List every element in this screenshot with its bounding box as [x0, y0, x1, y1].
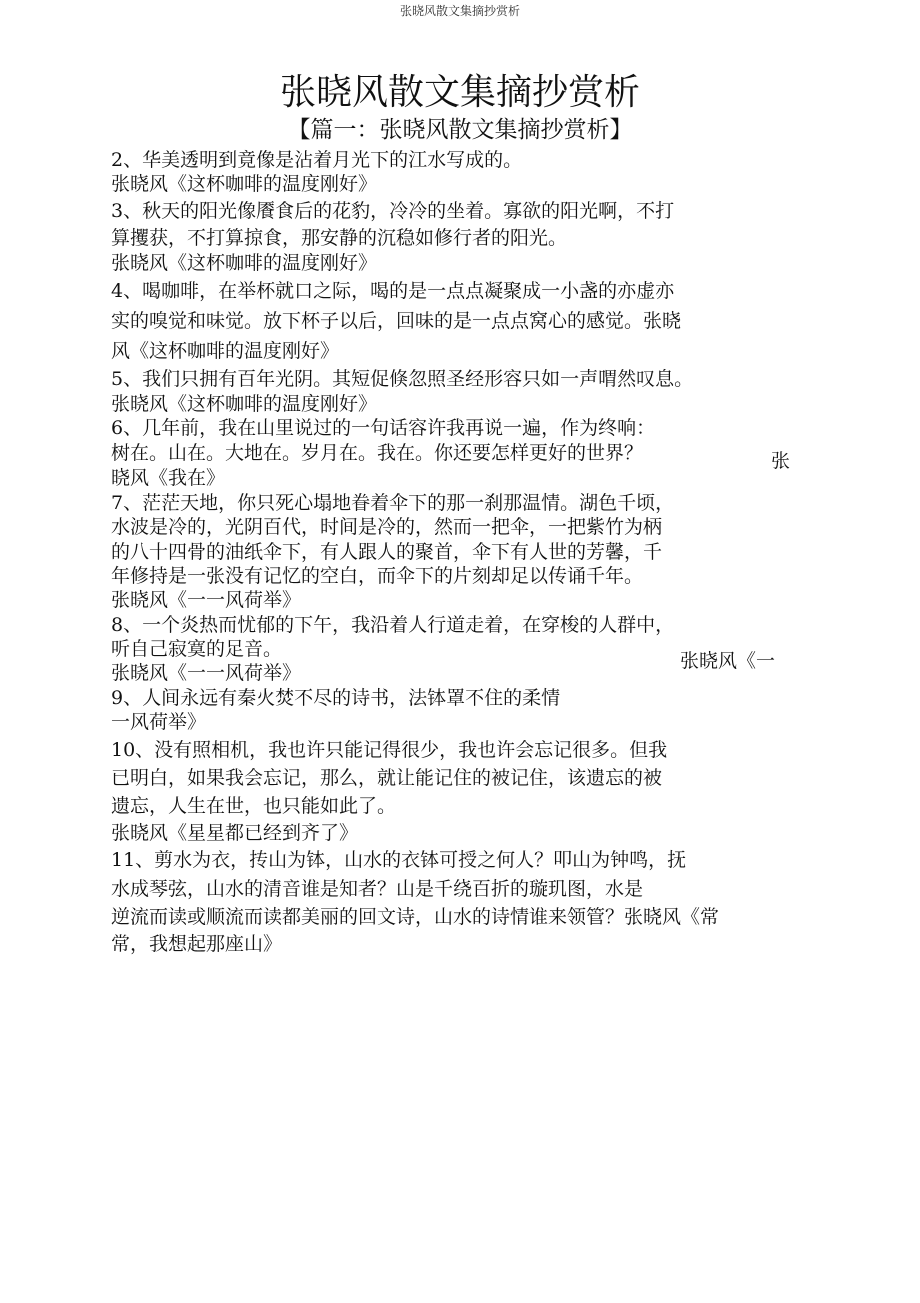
section-heading: 【篇一：张晓风散文集摘抄赏析】: [287, 117, 633, 143]
text-line: 逆流而读或顺流而读都美丽的回文诗，山水的诗情谁来领管？张晓风《常: [111, 906, 720, 928]
stray-author-fragment: 张: [771, 450, 791, 472]
text-line: 已明白，如果我会忘记，那么，就让能记住的被记住，该遗忘的被: [111, 767, 663, 789]
text-line: 8、一个炎热而忧郁的下午，我沿着人行道走着，在穿梭的人群中，: [111, 614, 675, 636]
text-line: 的八十四骨的油纸伞下，有人跟人的聚首，伞下有人世的芳馨，千: [111, 541, 663, 563]
text-line: 实的嗅觉和味觉。放下杯子以后，回味的是一点点窝心的感觉。张晓: [111, 310, 682, 332]
text-line: 听自己寂寞的足音。: [111, 638, 283, 660]
document-title: 张晓风散文集摘抄赏析: [279, 72, 640, 113]
text-line: 水波是冷的，光阴百代，时间是冷的，然而一把伞，一把紫竹为柄: [111, 516, 663, 538]
text-line: 7、茫茫天地，你只死心塌地眷着伞下的那一刹那温情。湖色千顷，: [111, 492, 675, 514]
text-line: 张晓风《一一风荷举》: [111, 589, 302, 611]
text-line: 树在。山在。大地在。岁月在。我在。你还要怎样更好的世界？: [111, 442, 644, 464]
stray-author-fragment: 张晓风《一: [680, 650, 776, 672]
text-line: 水成琴弦，山水的清音谁是知者？山是千绕百折的璇玑图，水是: [111, 878, 644, 900]
text-line: 6、几年前，我在山里说过的一句话容许我再说一遍，作为终响：: [111, 417, 656, 439]
text-line: 常，我想起那座山》: [111, 933, 283, 955]
text-line: 晓风《我在》: [111, 467, 226, 489]
text-line: 10、没有照相机，我也许只能记得很少，我也许会忘记很多。但我: [111, 739, 668, 761]
text-line: 一风荷举》: [111, 711, 207, 733]
text-line: 张晓风《这杯咖啡的温度刚好》: [111, 393, 378, 415]
text-line: 11、剪水为衣，抟山为钵，山水的衣钵可授之何人？叩山为钟鸣，抚: [111, 849, 687, 871]
text-line: 5、我们只拥有百年光阴。其短促倏忽照圣经形容只如一声喟然叹息。: [111, 368, 694, 390]
text-line: 算攫获，不打算掠食，那安静的沉稳如修行者的阳光。: [111, 227, 568, 249]
text-line: 9、人间永远有秦火焚不尽的诗书，法钵罩不住的柔情: [111, 687, 561, 709]
text-line: 2、华美透明到竟像是沾着月光下的江水写成的。: [111, 149, 523, 171]
page-header: 张晓风散文集摘抄赏析: [399, 4, 520, 18]
text-line: 3、秋天的阳光像餍食后的花豹，冷冷的坐着。寡欲的阳光啊，不打: [111, 200, 675, 222]
text-line: 张晓风《星星都已经到齐了》: [111, 822, 359, 844]
text-line: 风《这杯咖啡的温度刚好》: [111, 340, 340, 362]
text-line: 张晓风《这杯咖啡的温度刚好》: [111, 173, 378, 195]
text-line: 张晓风《一一风荷举》: [111, 662, 302, 684]
text-line: 年修持是一张没有记忆的空白，而伞下的片刻却足以传诵千年。: [111, 565, 644, 587]
text-line: 遗忘，人生在世，也只能如此了。: [111, 795, 397, 817]
text-line: 张晓风《这杯咖啡的温度刚好》: [111, 252, 378, 274]
text-line: 4、喝咖啡，在举杯就口之际，喝的是一点点凝聚成一小盏的亦虚亦: [111, 280, 675, 302]
